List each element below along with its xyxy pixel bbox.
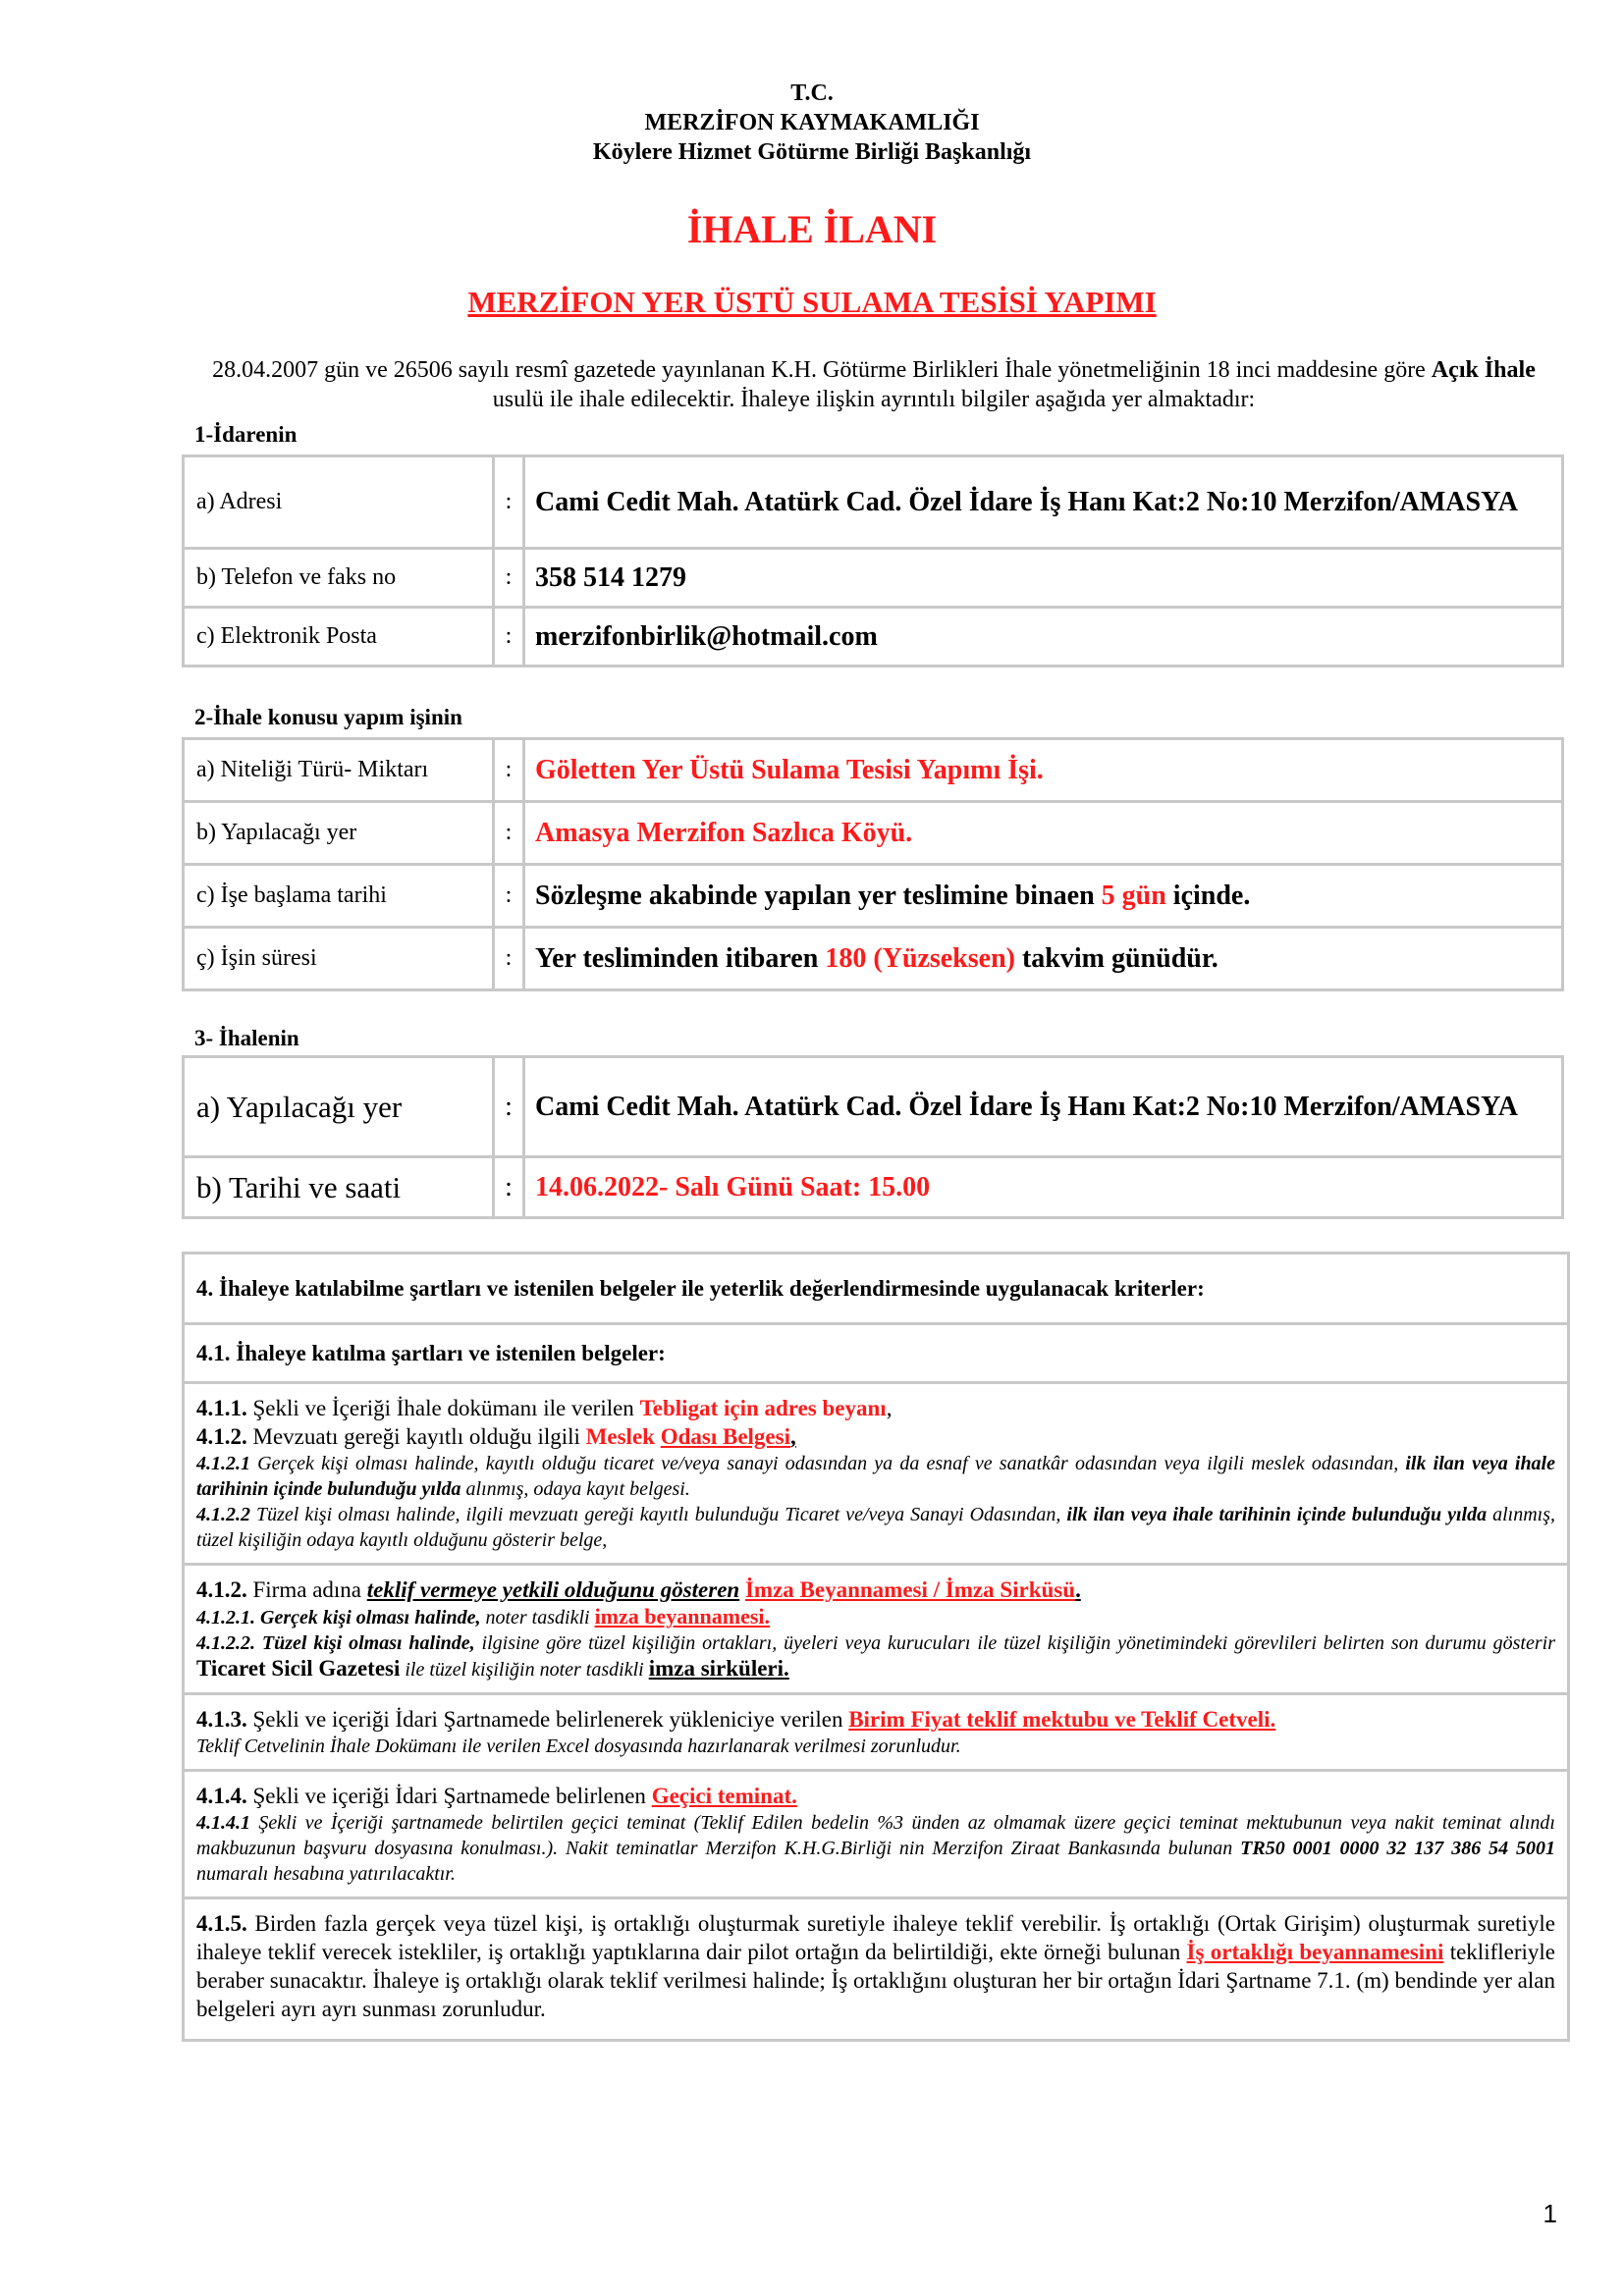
section1-table <box>182 454 1564 667</box>
item-text: , <box>789 1424 796 1449</box>
item-bold-underline: imza sirküleri. <box>648 1656 789 1681</box>
intro-bold: Açık İhale <box>1431 357 1536 383</box>
item-text: Birden fazla gerçek veya tüzel kişi, iş ortaklığı oluşturmak suretiyle ihaleye teklif verebilir. İş ortaklığı (Ortak Girişim) oluşturmak suretiyle ihaleye teklif verecek istekliler, iş ortaklığı yaptıklarına dair pilot ortağın da belirtildiği, ekte örneği bulunan <box>196 1911 1555 1964</box>
item-text: ile tüzel kişiliğin noter tasdikli <box>400 1659 649 1681</box>
block-413 <box>185 1695 1567 1772</box>
item-text: Şekli ve İçeriği İhale dokümanı ile verilen <box>246 1396 640 1420</box>
item-highlight: Tebligat için adres beyanı <box>639 1396 887 1420</box>
value-highlight: 5 gün <box>1101 881 1166 911</box>
section4-heading: 4. İhaleye katılabilme şartları ve istenilen belgeler ile yeterlik değerlendirmesinde uygulanacak kriterler: <box>185 1255 1567 1325</box>
block-411-412 <box>185 1384 1567 1566</box>
header-birlik: Köylere Hizmet Götürme Birliği Başkanlığı <box>592 139 1032 165</box>
row-value: Amasya Merzifon Sazlıca Köyü. <box>524 802 1563 865</box>
item-413-note: Teklif Cetvelinin İhale Dokümanı ile verilen Excel dosyasında hazırlanarak verilmesi zorunludur. <box>196 1735 961 1757</box>
item-text: numaralı hesabına yatırılacaktır. <box>196 1863 456 1885</box>
row-value <box>524 928 1563 990</box>
item-bold: ilk ilan veya ihale tarihinin içinde bulunduğu yılda <box>196 1453 1555 1500</box>
block-415 <box>185 1899 1567 2039</box>
row-key: a) Yapılacağı yer <box>184 1057 494 1157</box>
table-row <box>184 865 1563 928</box>
section3-table <box>182 1055 1564 1219</box>
table-row <box>184 608 1563 667</box>
item-text: alınmış, odaya kayıt belgesi. <box>460 1478 690 1500</box>
section2-table <box>182 737 1564 991</box>
item-text: . <box>1075 1577 1081 1602</box>
item-number: 4.1.2.1. Gerçek kişi olması halinde, <box>196 1607 481 1629</box>
item-4121 <box>196 1451 1555 1502</box>
table-row <box>184 739 1563 802</box>
row-key: c) Elektronik Posta <box>184 608 494 667</box>
section2-label: 2-İhale konusu yapım işinin <box>194 705 462 729</box>
item-415 <box>196 1909 1555 2023</box>
row-value: 358 514 1279 <box>524 549 1563 608</box>
row-key: b) Yapılacağı yer <box>184 802 494 865</box>
item-bold-underline: teklif vermeye yetkili olduğunu gösteren <box>366 1577 740 1602</box>
table-row <box>184 456 1563 549</box>
item-411 <box>196 1394 1555 1422</box>
page-subtitle: MERZİFON YER ÜSTÜ SULAMA TESİSİ YAPIMI <box>467 285 1157 319</box>
item-text: alınmış, tüzel kişiliğin odaya kayıtlı olduğunu gösterir belge, <box>196 1504 1555 1551</box>
row-value: 14.06.2022- Salı Günü Saat: 15.00 <box>524 1157 1563 1218</box>
item-highlight: imza beyannamesi. <box>594 1604 771 1629</box>
item-text: , <box>886 1396 893 1420</box>
row-colon: : <box>494 1157 524 1218</box>
item-number: 4.1.2.2 <box>196 1504 250 1525</box>
item-number: 4.1.4. <box>196 1784 247 1808</box>
table-row <box>184 1157 1563 1218</box>
row-key: b) Tarihi ve saati <box>184 1157 494 1218</box>
item-bold: ilk ilan veya ihale tarihinin içinde bulunduğu yılda <box>1066 1504 1488 1525</box>
row-key: a) Adresi <box>184 456 494 549</box>
item-text: Firma adına <box>246 1577 367 1602</box>
row-colon: : <box>494 456 524 549</box>
item-414 <box>196 1782 1555 1810</box>
item-highlight: Odası Belgesi <box>660 1424 790 1449</box>
value-highlight: 180 (Yüzseksen) <box>825 943 1015 974</box>
section3-label: 3- İhalenin <box>194 1026 299 1050</box>
row-key: b) Telefon ve faks no <box>184 549 494 608</box>
item-text: teklifleriyle beraber sunacaktır. İhaleye iş ortaklığı olarak teklif verilmesi halinde; İş ortaklığını oluşturan her bir ortağın İdari Şartname 7.1. (m) bendinde yer alan belgeleri ayrı ayrı sunması zorunludur. <box>196 1940 1555 2021</box>
item-bold: TR50 0001 0000 32 137 386 54 5001 <box>1240 1838 1555 1859</box>
block-412b <box>185 1566 1567 1695</box>
item-text: Gerçek kişi olması halinde, kayıtlı olduğu ticaret ve/veya sanayi odasından ya da esnaf ve sanatkâr odasından veya ilgili meslek odasından, <box>250 1453 1406 1474</box>
row-key: ç) İşin süresi <box>184 928 494 990</box>
table-row <box>184 1057 1563 1157</box>
row-colon: : <box>494 549 524 608</box>
value-part: Sözleşme akabinde yapılan yer teslimine binaen <box>535 881 1102 911</box>
item-number: 4.1.4.1 <box>196 1812 250 1834</box>
row-value: Cami Cedit Mah. Atatürk Cad. Özel İdare İş Hanı Kat:2 No:10 Merzifon/AMASYA <box>524 456 1563 549</box>
row-value <box>524 865 1563 928</box>
item-number: 4.1.2. <box>196 1577 247 1602</box>
intro-text-1: 28.04.2007 gün ve 26506 sayılı resmî gazetede yayınlanan K.H. Götürme Birlikleri İhale yönetmeliğinin 18 inci maddesine göre <box>212 357 1432 383</box>
row-colon: : <box>494 865 524 928</box>
section4-box <box>182 1252 1570 2042</box>
row-colon: : <box>494 608 524 667</box>
row-key: a) Niteliği Türü- Miktarı <box>184 739 494 802</box>
item-number: 4.1.2.2. Tüzel kişi olması halinde, <box>196 1632 475 1654</box>
item-number: 4.1.1. <box>196 1396 247 1420</box>
item-413 <box>196 1705 1555 1734</box>
item-bold: Ticaret Sicil Gazetesi <box>196 1656 401 1681</box>
item-4141 <box>196 1810 1555 1887</box>
item-41221 <box>196 1604 1555 1630</box>
item-number: 4.1.5. <box>196 1911 247 1936</box>
row-value: merzifonbirlik@hotmail.com <box>524 608 1563 667</box>
item-text: Şekli ve İçeriği şartnamede belirtilen geçici teminat (Teklif Edilen bedelin %3 ünden az olmamak üzere geçici teminat mektubunun veya nakit teminat alındı makbuzunun başvuru dosyasına konulması.). Nakit teminatlar Merzifon K.H.G.Birliği nin Merzifon Ziraat Bankasında bulunan <box>196 1812 1555 1859</box>
header-kaymakamlik: MERZİFON KAYMAKAMLIĞI <box>644 110 980 135</box>
item-number: 4.1.3. <box>196 1707 247 1732</box>
item-highlight: Geçici teminat. <box>651 1784 797 1808</box>
row-colon: : <box>494 739 524 802</box>
section4-subheading: 4.1. İhaleye katılma şartları ve istenilen belgeler: <box>185 1325 1567 1384</box>
item-text: Tüzel kişi olması halinde, ilgili mevzuatı gereği kayıtlı bulunduğu Ticaret ve/veya Sanayi Odasından, <box>250 1504 1067 1525</box>
value-part: takvim günüdür. <box>1014 943 1218 974</box>
page-number: 1 <box>1543 2199 1557 2228</box>
item-4122 <box>196 1502 1555 1553</box>
item-highlight: İmza Beyannamesi / İmza Sirküsü <box>744 1577 1076 1602</box>
value-part: Yer tesliminden itibaren <box>535 943 826 974</box>
row-colon: : <box>494 802 524 865</box>
item-412 <box>196 1422 1555 1451</box>
item-text: ilgisine göre tüzel kişiliğin ortakları, üyeleri veya kurucuları ile tüzel kişiliğin yönetimindeki görevlileri belirten son durumu gösterir <box>474 1632 1555 1654</box>
intro-text-2: usulü ile ihale edilecektir. İhaleye ilişkin ayrıntılı bilgiler aşağıda yer almaktadır: <box>492 387 1256 412</box>
value-part: içinde. <box>1165 881 1251 911</box>
header-tc: T.C. <box>790 80 834 106</box>
row-colon: : <box>494 1057 524 1157</box>
row-key: c) İşe başlama tarihi <box>184 865 494 928</box>
table-row <box>184 928 1563 990</box>
item-text: noter tasdikli <box>480 1607 595 1629</box>
page-title: İHALE İLANI <box>686 207 938 251</box>
item-41222 <box>196 1630 1555 1682</box>
item-highlight: İş ortaklığı beyannamesini <box>1186 1940 1444 1964</box>
section1-label: 1-İdarenin <box>194 422 298 447</box>
table-row <box>184 549 1563 608</box>
table-row <box>184 802 1563 865</box>
item-text: Şekli ve içeriği İdari Şartnamede belirlenerek yükleniciye verilen <box>246 1707 849 1732</box>
item-text: Mevzuatı gereği kayıtlı olduğu ilgili <box>246 1424 586 1449</box>
row-value: Göletten Yer Üstü Sulama Tesisi Yapımı İşi. <box>524 739 1563 802</box>
block-414 <box>185 1772 1567 1899</box>
item-highlight: Birim Fiyat teklif mektubu ve Teklif Cetveli. <box>848 1707 1276 1732</box>
item-text: Şekli ve içeriği İdari Şartnamede belirlenen <box>246 1784 652 1808</box>
row-value: Cami Cedit Mah. Atatürk Cad. Özel İdare İş Hanı Kat:2 No:10 Merzifon/AMASYA <box>524 1057 1563 1157</box>
item-highlight: Meslek <box>585 1424 661 1449</box>
row-colon: : <box>494 928 524 990</box>
item-number: 4.1.2. <box>196 1424 247 1449</box>
item-412b <box>196 1575 1555 1604</box>
item-number: 4.1.2.1 <box>196 1453 250 1474</box>
intro-paragraph <box>187 355 1561 414</box>
